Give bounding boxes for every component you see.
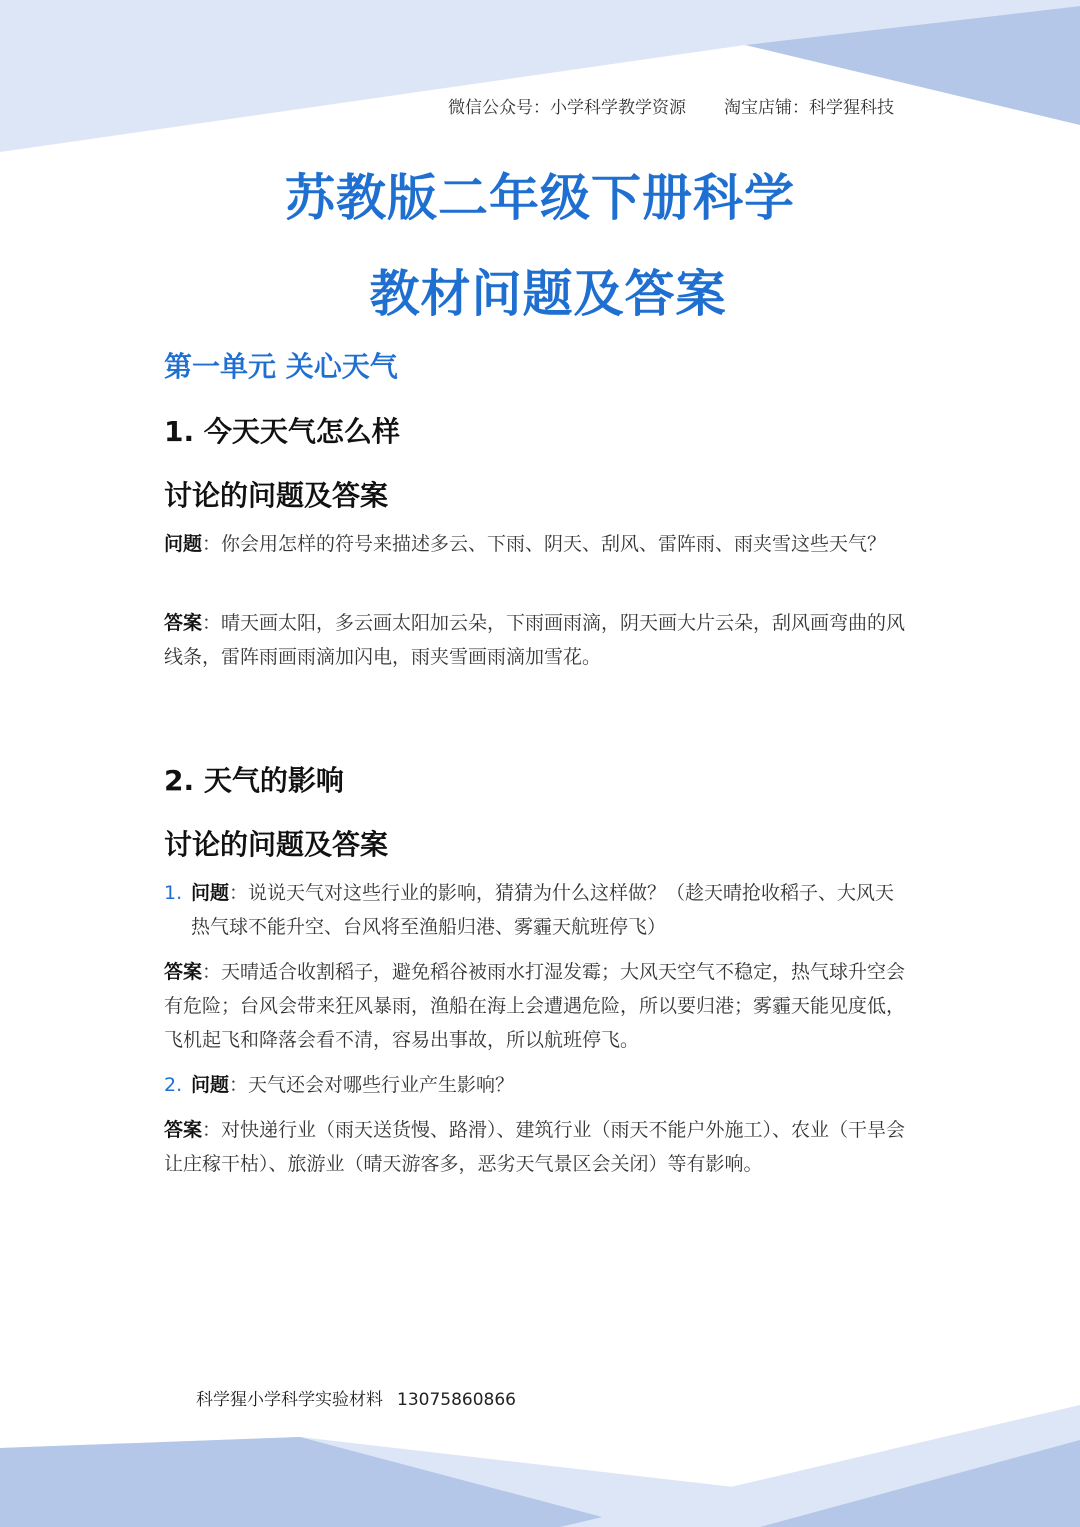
lesson1-answer xyxy=(164,606,909,674)
lesson2-question-2 xyxy=(164,1068,912,1102)
footer-contact xyxy=(196,1385,516,1410)
question-label: 问题 xyxy=(191,1074,230,1096)
wechat-account-text: 微信公众号：小学科学教学资源 xyxy=(448,98,686,118)
unit-heading: 第一单元 关心天气 xyxy=(164,350,398,383)
answer-label: 答案 xyxy=(164,1119,203,1141)
answer-label: 答案 xyxy=(164,961,203,983)
lesson1-question xyxy=(164,527,909,561)
document-title-line2: 教材问题及答案 xyxy=(369,265,727,323)
lesson1-heading: 1. 今天天气怎么样 xyxy=(164,415,400,448)
question-text: ：说说天气对这些行业的影响，猜猜为什么这样做？（趁天晴抢收稻子、大风天热气球不能升空、台风将至渔船归港、雾霾天航班停飞） xyxy=(191,882,895,938)
footer-phone-text: 13075860866 xyxy=(397,1390,516,1410)
list-number: 1. xyxy=(164,882,183,904)
question-label: 问题 xyxy=(191,882,230,904)
answer-text: ：晴天画太阳，多云画太阳加云朵，下雨画雨滴，阴天画大片云朵，刮风画弯曲的风线条，雷阵雨画雨滴加闪电，雨夹雪画雨滴加雪花。 xyxy=(164,612,906,668)
lesson2-heading: 2. 天气的影响 xyxy=(164,764,344,797)
answer-label: 答案 xyxy=(164,612,203,634)
taobao-shop-text: 淘宝店铺：科学猩科技 xyxy=(724,98,894,118)
question-text: ：你会用怎样的符号来描述多云、下雨、阴天、刮风、雷阵雨、雨夹雪这些天气？ xyxy=(202,533,887,555)
document-title-line1: 苏教版二年级下册科学 xyxy=(285,169,795,227)
list-number: 2. xyxy=(164,1074,183,1096)
question-text: ：天气还会对哪些行业产生影响？ xyxy=(229,1074,515,1096)
lesson2-answer-2 xyxy=(164,1113,909,1181)
header-info xyxy=(448,93,894,118)
question-label: 问题 xyxy=(164,533,203,555)
lesson2-discussion-heading: 讨论的问题及答案 xyxy=(164,828,389,861)
lesson1-discussion-heading: 讨论的问题及答案 xyxy=(164,479,389,512)
lesson2-answer-1 xyxy=(164,955,909,1057)
footer-company-text: 科学猩小学科学实验材料 xyxy=(196,1390,383,1410)
lesson2-question-1 xyxy=(164,876,912,944)
answer-text: ：天晴适合收割稻子，避免稻谷被雨水打湿发霉；大风天空气不稳定，热气球升空会有危险；台风会带来狂风暴雨，渔船在海上会遭遇危险，所以要归港；雾霾天能见度低，飞机起飞和降落会看不清，容易出事故，所以航班停飞。 xyxy=(164,961,906,1051)
answer-text: ：对快递行业（雨天送货慢、路滑）、建筑行业（雨天不能户外施工）、农业（干旱会让庄稼干枯）、旅游业（晴天游客多，恶劣天气景区会关闭）等有影响。 xyxy=(164,1119,906,1175)
